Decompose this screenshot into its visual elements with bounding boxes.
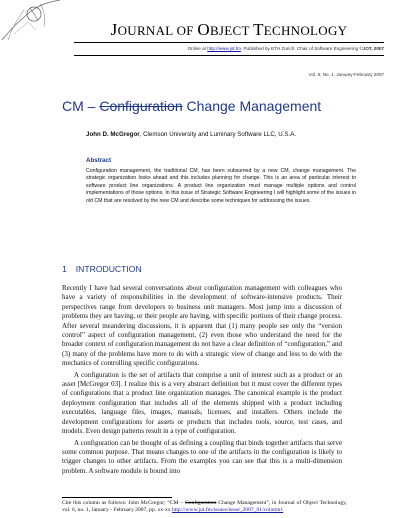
volume-line: Vol. 6, No. 1, January-February 2007 [308, 72, 384, 77]
journal-title-letter-j: J [110, 20, 118, 39]
article-title [62, 98, 321, 114]
header-rule-bottom [74, 55, 384, 56]
online-bold: JOT, 2007 [362, 46, 384, 51]
journal-title-part-3: ECHNOLOGY [263, 23, 348, 38]
author-line [86, 131, 296, 138]
journal-url-link[interactable]: http://www.jot.fm [207, 46, 241, 51]
citation-prefix: Cite this column as follows: John McGregor; “CM – [62, 500, 186, 506]
citation [62, 500, 347, 514]
abstract-text: Configuration management, the traditional CM, has been subsumed by a new CM, change management. The strategic organization looks ahead and this includes planning for change. This is an area of particular interest to software product line organizations. A product line organization must manage multiple options and control implementations of those options. In this issue of Strategic Software Engineering I will highlight some of the issues in old CM that are resolved by the new CM and describe some techniques for addressing the issues. [86, 168, 356, 204]
journal-title-part-2: BJECT [209, 23, 254, 38]
section-number: 1 [62, 264, 67, 274]
online-suffix: . Published by ETH Zurich, Chair of Software Engineering © [240, 46, 363, 51]
header-rule [74, 42, 384, 43]
footnote-rule [62, 497, 172, 498]
citation-middle: Change Management”, in Journal of Object Technology, vol. 6, no. 1, January - February 2007, pp. xx-xx [62, 500, 348, 513]
article-title-struck: Configuration [99, 98, 183, 114]
body-text [62, 284, 342, 478]
journal-title-letter-o: O [197, 20, 210, 39]
section-heading [62, 264, 142, 274]
abstract-heading: Abstract [86, 157, 112, 164]
online-prefix: Online at [187, 46, 208, 51]
journal-logo [0, 0, 62, 42]
body-paragraph-1: Recently I have had several conversations about configuration management with colleagues who have a variety of responsibilities in the development of software-intensive products. Their perspectives range from developers to business unit managers. Most jump into a discussion of problems they are having, or their people are having, with specific portions of their change process. After several meandering discussions, it is apparent that (1) many people see only the “version control” aspect of configuration management, (2) even those who understand the need for the broader context of configuration management do not have a clear definition of “configuration,” and (3) many of the problems have more to do with a strategic view of change and less to do with the mechanics of controlling specific configurations. [62, 284, 342, 368]
journal-title [84, 20, 374, 40]
author-affiliation: , Clemson University and Luminary Software LLC, U.S.A. [139, 131, 297, 138]
journal-title-part-1: OURNAL OF [117, 23, 198, 38]
author-name: John D. McGregor [86, 131, 140, 138]
section-title: INTRODUCTION [75, 264, 142, 274]
article-title-prefix: CM – [62, 98, 100, 114]
citation-struck: Configuration [185, 500, 217, 506]
online-line [188, 46, 384, 51]
journal-title-letter-t: T [253, 20, 264, 39]
article-title-suffix: Change Management [182, 98, 322, 114]
citation-url-link[interactable]: http://www.jot.fm/issues/issue_2007_01/column1 [172, 507, 284, 513]
body-paragraph-2: A configuration is the set of artifacts that comprise a unit of interest such as a product or an asset [McGregor 03]. I realize this is a very abstract definition but it must cover the different types of configurations that a product line organization manages. The canonical example is the product deployment configuration that includes all of the elements shipped with a product including executables, language files, images, manuals, licenses, and installers. Others include the development configurations for assets or products that includes tools, source, test cases, and models. Even design patterns result in a type of configuration. [62, 370, 342, 436]
body-paragraph-3: A configuration can be thought of as defining a coupling that binds together artifacts that serve some common purpose. That means changes to one of the artifacts in the configuration is likely to trigger changes to other artifacts. From the examples you can see that this is a multi-dimension problem. A software module is bound into [62, 438, 342, 475]
